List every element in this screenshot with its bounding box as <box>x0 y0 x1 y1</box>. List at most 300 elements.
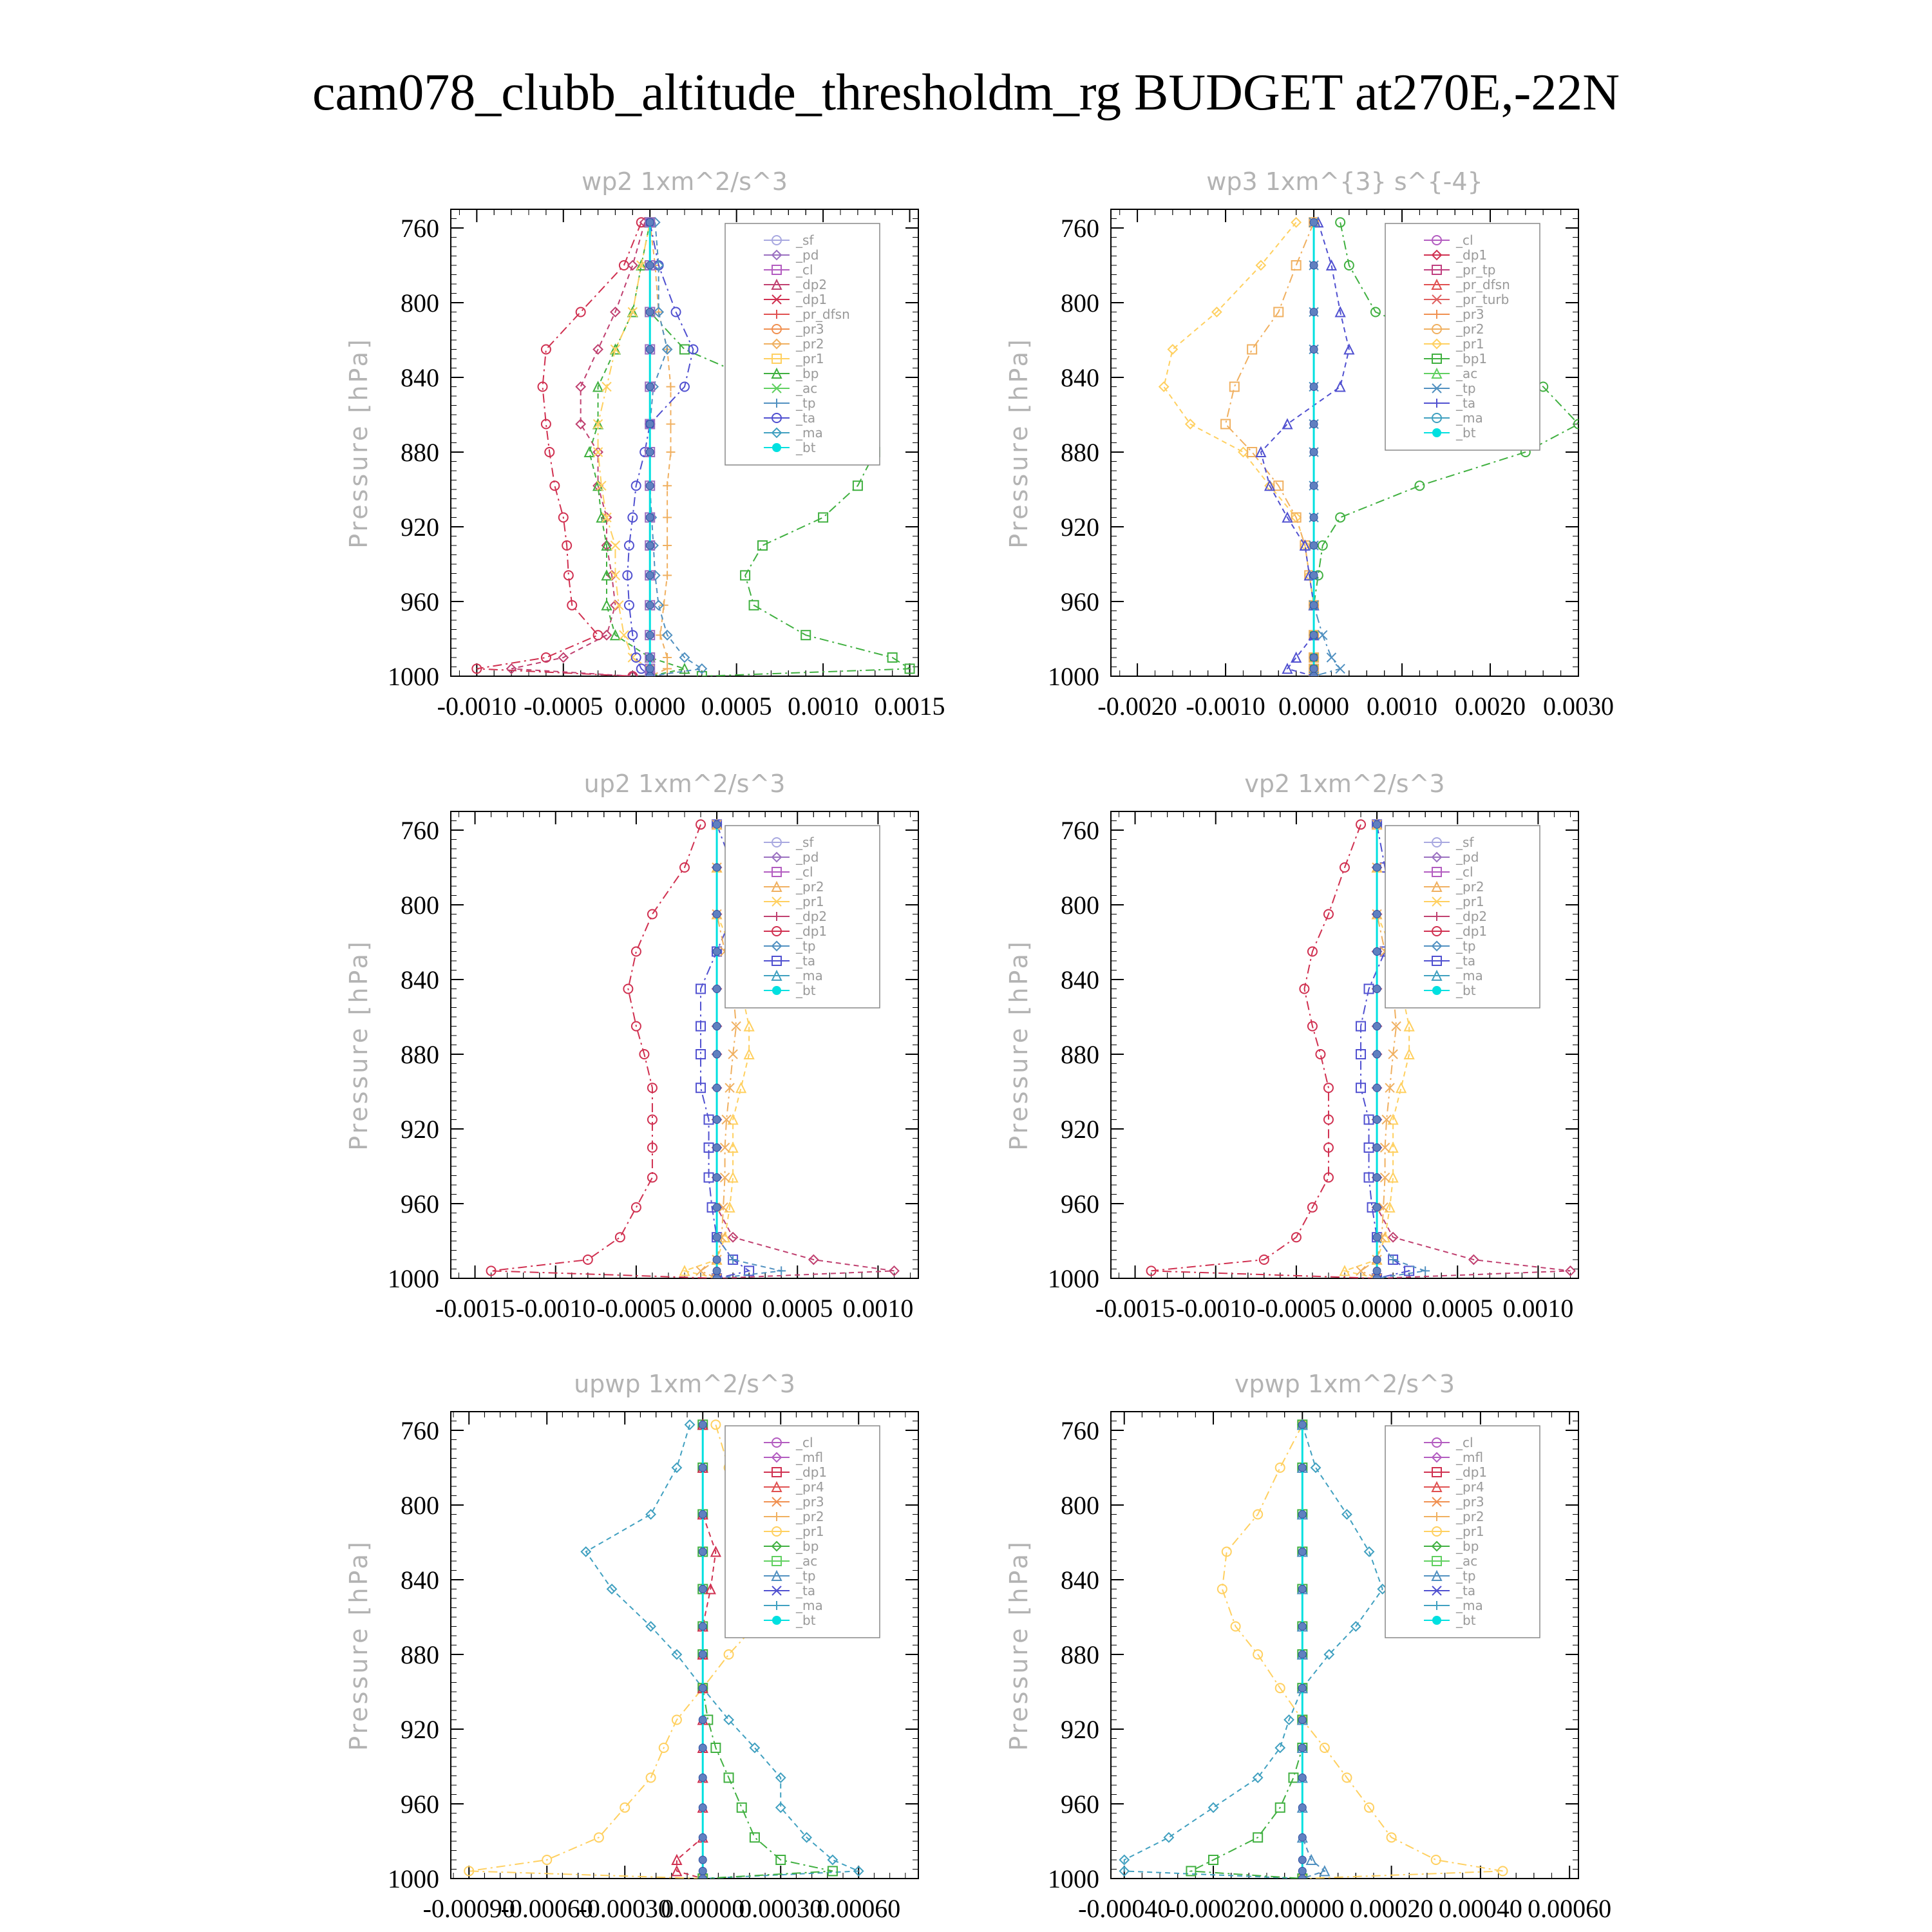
data-point <box>699 1684 706 1692</box>
data-point <box>1298 1464 1306 1472</box>
legend-entry: _bt <box>1456 983 1476 998</box>
y-tick-label: 880 <box>401 1640 439 1669</box>
x-tick-label: 0.0010 <box>1367 692 1438 721</box>
y-tick-label: 760 <box>1061 816 1099 845</box>
data-point <box>666 383 675 392</box>
data-point <box>1373 1173 1381 1181</box>
data-point <box>728 1255 737 1264</box>
x-tick-label: 0.0020 <box>1455 692 1526 721</box>
data-point <box>1298 1716 1306 1724</box>
data-point <box>713 985 721 993</box>
y-tick-label: 960 <box>1061 587 1099 616</box>
data-point <box>1310 448 1318 456</box>
y-tick-label: 1000 <box>1048 662 1099 691</box>
legend-entry: _sf <box>796 835 814 850</box>
data-point <box>646 218 654 226</box>
data-point <box>1298 1421 1306 1428</box>
data-point <box>646 631 654 639</box>
x-tick-label: 0.00000 <box>1260 1894 1345 1923</box>
y-tick-label: 1000 <box>388 1864 439 1893</box>
legend-marker <box>772 1616 781 1625</box>
x-tick-label: 0.00060 <box>817 1894 901 1923</box>
legend-entry: _pr1 <box>1456 1524 1484 1539</box>
y-tick-label: 920 <box>401 513 439 542</box>
data-point <box>1336 664 1345 673</box>
data-point <box>646 421 654 428</box>
legend-entry: _dp1 <box>796 923 828 939</box>
legend-entry: _pr1 <box>1456 894 1484 909</box>
data-point <box>646 601 654 609</box>
data-point <box>1310 654 1318 661</box>
data-point <box>666 420 675 429</box>
y-tick-label: 920 <box>1061 1115 1099 1144</box>
series-line <box>1124 1425 1383 1879</box>
data-point <box>1397 1083 1406 1092</box>
y-axis-label: Pressure [hPa] <box>1005 939 1033 1151</box>
x-tick-label: 0.00040 <box>1438 1894 1522 1923</box>
legend-entry: _mfl <box>796 1450 824 1465</box>
data-point <box>713 1256 721 1264</box>
legend-entry: _bp <box>796 366 819 381</box>
y-tick-label: 760 <box>401 214 439 243</box>
y-tick-label: 960 <box>401 1790 439 1819</box>
y-tick-label: 960 <box>1061 1189 1099 1218</box>
x-tick-label: 0.0000 <box>1278 692 1350 721</box>
data-point <box>663 481 672 490</box>
data-point <box>646 672 654 680</box>
panel-title: up2 1xm^2/s^3 <box>583 770 786 798</box>
data-point <box>1388 1255 1397 1264</box>
data-point <box>737 1083 746 1092</box>
series-line <box>511 222 645 676</box>
data-point <box>699 1804 706 1812</box>
data-point <box>699 1833 706 1841</box>
data-point <box>1310 308 1318 316</box>
legend-entry: _ta <box>796 410 816 426</box>
data-point <box>699 1511 706 1519</box>
y-tick-label: 800 <box>401 1491 439 1520</box>
data-point <box>1298 1856 1306 1864</box>
data-point <box>1310 631 1318 639</box>
data-point <box>1298 1548 1306 1556</box>
data-point <box>620 1803 629 1812</box>
x-tick-label: 0.0000 <box>1341 1294 1413 1323</box>
panels-container <box>345 167 1614 1923</box>
y-axis-label: Pressure [hPa] <box>345 1539 373 1751</box>
legend-entry: _ma <box>1456 410 1483 426</box>
legend-entry: _pr2 <box>796 879 824 895</box>
legend-marker <box>1432 428 1441 437</box>
x-tick-label: -0.00040 <box>1078 1894 1171 1923</box>
x-tick-label: 0.0010 <box>1502 1294 1574 1323</box>
series-line <box>677 1425 716 1879</box>
data-point <box>1298 1744 1306 1752</box>
data-point <box>737 1803 746 1812</box>
data-point <box>1283 420 1292 429</box>
data-point <box>713 1144 721 1151</box>
legend-entry: _cl <box>1456 864 1473 880</box>
data-point <box>1247 345 1256 354</box>
x-tick-label: 0.0005 <box>1422 1294 1493 1323</box>
legend-entry: _ma <box>796 425 823 440</box>
data-point <box>576 383 585 392</box>
data-point <box>699 1856 706 1864</box>
data-point <box>646 308 654 316</box>
data-point <box>1310 571 1318 579</box>
legend-entry: _ta <box>1456 395 1476 411</box>
data-point <box>1298 1684 1306 1692</box>
data-point <box>1298 1774 1306 1781</box>
data-point <box>1421 1266 1430 1275</box>
legend-entry: _dp2 <box>796 277 828 292</box>
legend-entry: _pd <box>796 849 819 865</box>
legend-entry: _pr2 <box>1456 321 1484 337</box>
data-point <box>1276 1463 1285 1472</box>
data-point <box>663 653 672 662</box>
data-point <box>632 947 641 956</box>
data-point <box>1415 481 1424 490</box>
x-tick-label: 0.00060 <box>1528 1894 1612 1923</box>
data-point <box>1292 261 1301 270</box>
y-tick-label: 880 <box>1061 1040 1099 1069</box>
data-point <box>1298 1875 1306 1882</box>
series-line <box>1151 824 1377 1278</box>
x-tick-label: -0.0015 <box>435 1294 515 1323</box>
data-point <box>1310 601 1318 609</box>
legend-entry: _bt <box>796 440 816 455</box>
x-tick-label: -0.00060 <box>500 1894 593 1923</box>
legend-marker <box>772 443 781 452</box>
data-point <box>1373 948 1381 956</box>
data-point <box>646 346 654 354</box>
x-tick-label: 0.0000 <box>681 1294 753 1323</box>
x-tick-label: 0.00000 <box>661 1894 745 1923</box>
y-tick-label: 960 <box>1061 1790 1099 1819</box>
data-point <box>699 1421 706 1428</box>
y-tick-label: 920 <box>1061 513 1099 542</box>
data-point <box>594 630 603 639</box>
data-point <box>713 820 721 828</box>
legend-entry: _cl <box>796 864 813 880</box>
legend-entry: _ta <box>796 1583 816 1598</box>
data-point <box>728 1143 737 1152</box>
y-tick-label: 1000 <box>388 662 439 691</box>
data-point <box>1310 514 1318 522</box>
data-point <box>585 448 594 457</box>
data-point <box>550 481 559 490</box>
legend-entry: _ac <box>1456 366 1478 381</box>
data-point <box>1336 513 1345 522</box>
legend-entry: _ac <box>796 381 818 396</box>
legend-entry: _dp1 <box>796 292 828 307</box>
legend-entry: _ac <box>1456 1553 1478 1569</box>
legend-entry: _pr_dfsn <box>1456 277 1510 292</box>
y-tick-label: 840 <box>1061 1566 1099 1595</box>
y-tick-label: 800 <box>401 289 439 317</box>
x-tick-label: -0.00030 <box>578 1894 671 1923</box>
series-line <box>491 824 717 1278</box>
data-point <box>602 601 611 610</box>
legend-entry: _ma <box>796 1598 823 1613</box>
y-tick-label: 840 <box>1061 363 1099 392</box>
x-tick-label: -0.0020 <box>1097 692 1177 721</box>
data-point <box>1164 1833 1173 1842</box>
data-point <box>1311 1463 1320 1472</box>
x-tick-label: -0.0015 <box>1095 1294 1175 1323</box>
chart-panel <box>1005 770 1578 1323</box>
data-point <box>699 1623 706 1631</box>
legend-entry: _pr1 <box>796 894 824 909</box>
data-point <box>576 308 585 317</box>
data-point <box>1316 1050 1325 1059</box>
legend-entry: _ma <box>796 968 823 983</box>
legend-entry: _pr2 <box>1456 879 1484 895</box>
y-tick-label: 920 <box>401 1715 439 1744</box>
y-tick-label: 920 <box>401 1115 439 1144</box>
y-tick-label: 1000 <box>1048 1264 1099 1293</box>
data-point <box>1310 261 1318 269</box>
y-tick-label: 960 <box>401 1189 439 1218</box>
data-point <box>648 1173 657 1182</box>
data-point <box>1298 1804 1306 1812</box>
legend-entry: _pr1 <box>1456 336 1484 352</box>
legend-entry: _pr2 <box>796 336 824 352</box>
y-tick-label: 760 <box>401 816 439 845</box>
data-point <box>646 482 654 489</box>
data-point <box>1298 1623 1306 1631</box>
data-point <box>1373 1233 1381 1241</box>
chart-panel <box>345 1370 918 1923</box>
x-tick-label: 0.00030 <box>739 1894 823 1923</box>
x-tick-label: -0.0005 <box>524 692 603 721</box>
legend-entry: _sf <box>796 232 814 248</box>
legend-entry: _pd <box>1456 849 1479 865</box>
legend-entry: _pr_turb <box>1456 292 1510 307</box>
data-point <box>654 308 663 317</box>
data-point <box>1327 653 1336 662</box>
data-point <box>1298 1833 1306 1841</box>
legend-entry: _bt <box>796 1613 816 1628</box>
data-point <box>1289 1773 1298 1782</box>
data-point <box>646 448 654 456</box>
data-point <box>646 665 654 672</box>
y-tick-label: 760 <box>1061 1416 1099 1445</box>
x-tick-label: 0.0010 <box>842 1294 914 1323</box>
legend-entry: _bp1 <box>1456 351 1488 366</box>
data-point <box>713 1084 721 1092</box>
y-tick-label: 840 <box>401 965 439 994</box>
y-tick-label: 840 <box>401 1566 439 1595</box>
y-tick-label: 880 <box>401 438 439 467</box>
data-point <box>699 1867 706 1875</box>
data-point <box>713 1023 721 1030</box>
chart-panel <box>345 167 945 721</box>
data-point <box>1298 1867 1306 1875</box>
data-point <box>713 911 721 918</box>
legend-entry: _pr3 <box>796 1494 824 1510</box>
legend-entry: _bt <box>796 983 816 998</box>
data-point <box>666 448 675 457</box>
series-line <box>1261 222 1349 676</box>
data-point <box>699 1774 706 1781</box>
panel-title: wp3 1xm^{3} s^{-4} <box>1206 167 1483 196</box>
data-point <box>713 1267 721 1274</box>
x-tick-label: -0.00020 <box>1167 1894 1260 1923</box>
x-tick-label: -0.0005 <box>596 1294 676 1323</box>
data-point <box>1373 1144 1381 1151</box>
y-tick-label: 1000 <box>1048 1864 1099 1893</box>
panel-title: wp2 1xm^2/s^3 <box>582 167 788 196</box>
data-point <box>1310 218 1318 226</box>
data-point <box>699 1716 706 1724</box>
chart-panel <box>345 770 918 1323</box>
panel-title: vp2 1xm^2/s^3 <box>1244 770 1445 798</box>
legend-entry: _ta <box>1456 953 1476 969</box>
y-axis-label: Pressure [hPa] <box>345 939 373 1151</box>
data-point <box>713 1050 721 1058</box>
data-point <box>713 948 721 956</box>
data-point <box>724 1650 734 1659</box>
legend-entry: _ac <box>796 1553 818 1569</box>
data-point <box>646 514 654 522</box>
x-tick-label: -0.0010 <box>1186 692 1265 721</box>
data-point <box>1310 542 1318 549</box>
data-point <box>1373 911 1381 918</box>
y-tick-label: 920 <box>1061 1715 1099 1744</box>
x-tick-label: -0.0010 <box>437 692 516 721</box>
data-point <box>777 1266 786 1275</box>
y-tick-label: 800 <box>1061 289 1099 317</box>
y-tick-label: 760 <box>401 1416 439 1445</box>
x-tick-label: 0.00020 <box>1349 1894 1434 1923</box>
legend-entry: _pr_tp <box>1456 262 1496 278</box>
data-point <box>1310 383 1318 391</box>
legend-entry: _dp1 <box>796 1464 828 1480</box>
y-tick-label: 800 <box>1061 1491 1099 1520</box>
data-point <box>713 1116 721 1124</box>
data-point <box>1230 383 1239 392</box>
x-tick-label: -0.00090 <box>422 1894 515 1923</box>
data-point <box>632 1203 641 1212</box>
data-point <box>594 448 603 457</box>
legend-entry: _cl <box>1456 1435 1473 1450</box>
legend-entry: _pr2 <box>796 1509 824 1524</box>
data-point <box>699 1586 706 1593</box>
data-point <box>1373 1050 1381 1058</box>
legend-entry: _ma <box>1456 1598 1483 1613</box>
data-point <box>699 1875 706 1882</box>
legend-entry: _dp2 <box>1456 909 1488 924</box>
data-point <box>1373 1204 1381 1211</box>
y-axis-label: Pressure [hPa] <box>1005 1539 1033 1751</box>
legend-entry: _tp <box>796 1568 816 1584</box>
series-line <box>598 222 650 676</box>
data-point <box>646 383 654 391</box>
legend-entry: _bp <box>1456 1539 1479 1554</box>
x-tick-label: 0.0010 <box>788 692 859 721</box>
data-point <box>699 1651 706 1658</box>
data-point <box>646 571 654 579</box>
legend-entry: _pr1 <box>796 351 824 366</box>
data-point <box>1298 1511 1306 1519</box>
y-tick-label: 960 <box>401 587 439 616</box>
legend-entry: _pr3 <box>796 321 824 337</box>
legend-entry: _tp <box>1456 938 1476 954</box>
y-tick-label: 880 <box>1061 1640 1099 1669</box>
legend-entry: _pr3 <box>1456 1494 1484 1510</box>
data-point <box>699 1464 706 1472</box>
data-point <box>628 261 637 270</box>
y-tick-label: 1000 <box>388 1264 439 1293</box>
x-tick-label: 0.0005 <box>701 692 772 721</box>
legend-entry: _cl <box>796 262 813 278</box>
data-point <box>663 513 672 522</box>
data-point <box>672 1463 681 1472</box>
y-axis-label: Pressure [hPa] <box>1005 337 1033 549</box>
data-point <box>713 1204 721 1211</box>
x-tick-label: -0.0005 <box>1256 1294 1336 1323</box>
legend-entry: _pr4 <box>796 1479 824 1495</box>
y-axis-label: Pressure [hPa] <box>345 337 373 549</box>
legend-entry: _bt <box>1456 1613 1476 1628</box>
data-point <box>646 654 654 661</box>
legend-entry: _tp <box>796 395 816 411</box>
x-tick-label: -0.0010 <box>1176 1294 1256 1323</box>
data-point <box>1373 1084 1381 1092</box>
legend-entry: _tp <box>1456 381 1476 396</box>
legend-entry: _ma <box>1456 968 1483 983</box>
data-point <box>616 1233 625 1242</box>
y-tick-label: 840 <box>1061 965 1099 994</box>
data-point <box>1209 1803 1218 1812</box>
panel-title: vpwp 1xm^2/s^3 <box>1234 1370 1455 1398</box>
x-tick-label: -0.0010 <box>516 1294 596 1323</box>
data-point <box>611 541 620 550</box>
data-point <box>1373 985 1381 993</box>
data-point <box>713 1233 721 1241</box>
data-point <box>1373 1116 1381 1124</box>
legend-marker <box>1432 1616 1441 1625</box>
legend-entry: _pr1 <box>796 1524 824 1539</box>
data-point <box>1373 864 1381 871</box>
data-point <box>696 1050 705 1059</box>
data-point <box>713 864 721 871</box>
x-tick-label: 0.0030 <box>1543 692 1614 721</box>
data-point <box>699 1548 706 1556</box>
legend-marker <box>772 986 781 995</box>
series-line <box>1164 222 1314 676</box>
legend-entry: _pr2 <box>1456 1509 1484 1524</box>
data-point <box>1253 1773 1262 1782</box>
legend-marker <box>1432 986 1441 995</box>
data-point <box>1373 1023 1381 1030</box>
data-point <box>1373 1267 1381 1274</box>
legend-entry: _pr_dfsn <box>796 307 850 322</box>
data-point <box>713 1274 721 1282</box>
data-point <box>1310 665 1318 672</box>
data-point <box>646 542 654 549</box>
legend-entry: _pr3 <box>1456 307 1484 322</box>
data-point <box>1276 1743 1285 1752</box>
data-point <box>1298 1586 1306 1593</box>
y-tick-label: 840 <box>401 363 439 392</box>
data-point <box>1310 482 1318 489</box>
data-point <box>647 1510 656 1519</box>
legend-entry: _bt <box>1456 425 1476 440</box>
data-point <box>1159 383 1168 392</box>
y-tick-label: 760 <box>1061 214 1099 243</box>
legend-entry: _dp1 <box>1456 923 1488 939</box>
